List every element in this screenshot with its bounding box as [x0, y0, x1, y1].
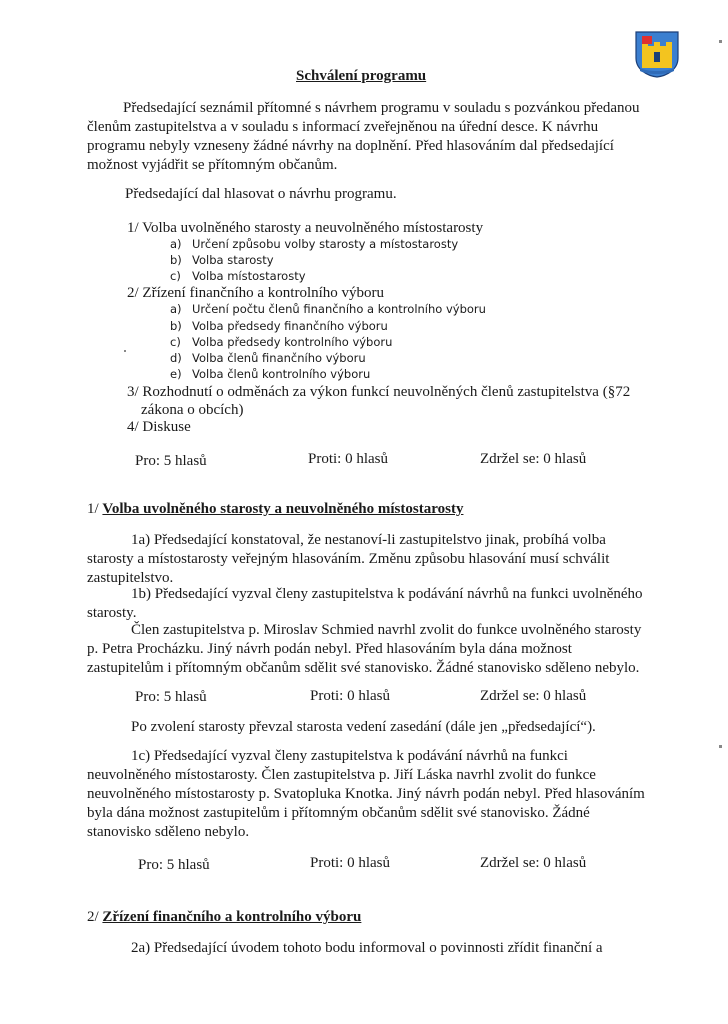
program-item-4: 4/ Diskuse [127, 419, 191, 435]
vote-proti: Proti: 0 hlasů [308, 451, 389, 467]
program-sub-item: Volba členů kontrolního výboru [192, 367, 371, 381]
scan-mark [124, 350, 126, 352]
scan-mark [719, 745, 722, 748]
program-sub-marker: b) [170, 253, 182, 267]
program-item-3: 3/ Rozhodnutí o odměnách za výkon funkcí neuvolněných členů zastupitelstva (§72 [127, 384, 631, 400]
vote-pro: Pro: 5 hlasů [135, 453, 207, 469]
program-sub-marker: b) [170, 319, 182, 333]
program-sub-marker: e) [170, 367, 182, 381]
after-election-note: Po zvolení starosty převzal starosta vedení zasedání (dále jen „předsedající“). [131, 719, 596, 735]
program-sub-item: Volba členů finančního výboru [192, 351, 366, 365]
paragraph-2a: 2a) Předsedající úvodem tohoto bodu informoval o povinnosti zřídit finanční a [131, 940, 603, 956]
program-sub-item: Volba místostarosty [192, 269, 306, 283]
program-sub-marker: a) [170, 302, 182, 316]
program-sub-item: Určení počtu členů finančního a kontrolního výboru [192, 302, 486, 316]
vote-zdrzel: Zdržel se: 0 hlasů [480, 855, 587, 871]
section-2-number: 2/ [87, 909, 103, 925]
section-1-title: Volba uvolněného starosty a neuvolněného místostarosty [102, 501, 464, 517]
scan-mark [719, 40, 722, 43]
program-item-1: 1/ Volba uvolněného starosty a neuvolněného místostarosty [127, 220, 484, 236]
program-sub-item: Určení způsobu volby starosty a místostarosty [192, 237, 459, 251]
vote-proti: Proti: 0 hlasů [310, 688, 391, 704]
program-sub-marker: c) [170, 335, 181, 349]
program-sub-item: Volba starosty [192, 253, 274, 267]
program-item-3-cont: zákona o obcích) [141, 402, 244, 418]
vote-zdrzel: Zdržel se: 0 hlasů [480, 688, 587, 704]
paragraph-1b: 1b) Předsedající vyzval členy zastupitelstva k podávání návrhů na funkci uvolněného starosty. [87, 586, 643, 621]
program-sub-marker: a) [170, 237, 182, 251]
paragraph-1c: 1c) Předsedající vyzval členy zastupitelstva k podávání návrhů na funkci neuvolněného místostarosty. Člen zastupitelstva p. Jiří Láska navrhl zvolit do funkce neuvolněného místostarosty p. Svatopluka Knotka. Jiný návrh podán nebyl. Před hlasováním byla dána možnost zastupitelům i přítomným občanům sdělit své stanovisko. Žádné stanovisko sděleno nebylo. [87, 748, 645, 840]
program-heading: Schválení programu [296, 68, 427, 84]
program-sub-marker: c) [170, 269, 181, 283]
paragraph-1a: 1a) Předsedající konstatoval, že nestanoví-li zastupitelstvo jinak, probíhá volba starosty a místostarosty veřejným hlasováním. Změnu způsobu hlasování musí schválit zastupitelstvo. [87, 532, 610, 586]
paragraph-1b-nomination: Člen zastupitelstva p. Miroslav Schmied navrhl zvolit do funkce uvolněného starosty p. Petra Procházku. Jiný návrh podán nebyl. Před hlasováním byla dána možnost zastupitelům i přítomným občanům sdělit své stanovisko. Žádné stanovisko sděleno nebylo. [87, 622, 642, 676]
municipal-crest-icon [634, 30, 680, 78]
program-sub-item: Volba předsedy finančního výboru [192, 319, 388, 333]
vote-pro: Pro: 5 hlasů [138, 857, 210, 873]
section-1-number: 1/ [87, 501, 103, 517]
vote-pro: Pro: 5 hlasů [135, 689, 207, 705]
section-1-heading [87, 500, 463, 519]
program-intro: Předsedající seznámil přítomné s návrhem programu v souladu s pozvánkou předanou členům zastupitelstva a v souladu s informací zveřejněnou na úřední desce. K návrhu programu nebyly vzneseny žádné návrhy na doplnění. Před hlasováním dal předsedající možnost vyjádřit se přítomným občanům. [87, 100, 640, 173]
section-2-heading [87, 908, 361, 927]
program-sub-item: Volba předsedy kontrolního výboru [192, 335, 393, 349]
program-vote-call: Předsedající dal hlasovat o návrhu programu. [125, 186, 397, 202]
section-2-title: Zřízení finančního a kontrolního výboru [102, 909, 362, 925]
program-item-2: 2/ Zřízení finančního a kontrolního výboru [127, 285, 385, 301]
vote-proti: Proti: 0 hlasů [310, 855, 391, 871]
vote-zdrzel: Zdržel se: 0 hlasů [480, 451, 587, 467]
program-sub-marker: d) [170, 351, 182, 365]
